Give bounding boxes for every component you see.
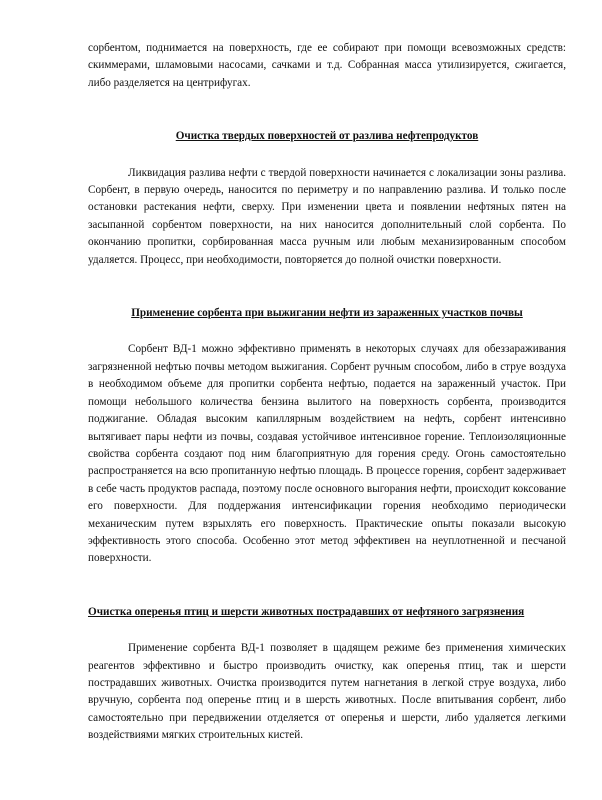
intro-paragraph: сорбентом, поднимается на поверхность, где ее собирают при помощи всевозможных средств: скиммерами, шламовыми насосами, сачками и т.д. Собранная масса утилизируется, сжигается, либо разделяется на центрифугах. <box>88 42 566 89</box>
spacer <box>88 269 566 305</box>
section-heading-burning: Применение сорбента при выжигании нефти из зараженных участков почвы <box>131 307 523 320</box>
spacer <box>88 146 566 165</box>
spacer <box>88 92 566 128</box>
section-body-hard-surfaces: Ликвидация разлива нефти с твердой поверхности начинается с локализации зоны разлива. Сорбент, в первую очередь, наносится по периметру и по направлению разлива. И только после остановки растекания нефти, сверху. При изменении цвета и появлении нефтяных пятен на засыпанной сорбентом поверхности, на них наносится дополнительный слой сорбента. По окончанию пропитки, сорбированная масса ручным или любым механизированным способом удаляется. Процесс, при необходимости, повторяется до полной очистки поверхности. <box>88 166 566 266</box>
section-body-burning: Сорбент ВД-1 можно эффективно применять в некоторых случаях для обеззараживания загрязненной нефтью почвы методом выжигания. Сорбент ручным способом, либо в струе воздуха в необходимом объеме для пропитки сорбента нефтью, подается на зараженный участок. При помощи небольшого количества бензина вылитого на поверхность сорбента, производится поджигание. Обладая высоким капиллярным воздействием на нефть, сорбент интенсивно вытягивает пары нефти из почвы, создавая устойчивое интенсивное горение. Теплоизоляционные свойства сорбента создают под ним благоприятную для горения среду. Огонь самостоятельно распространяется на всю пропитанную нефтью площадь. В процессе горения, сорбент задерживает в себе часть продуктов распада, поэтому после основного выгорания нефти, происходит коксование его поверхности. Для поддержания интенсификации горения необходимо периодически механическим путем взрыхлять его поверхность. Практические опыты показали высокую эффективность этого способа. Особенно этот метод эффективен на неуплотненной и песчаной поверхности. <box>88 343 566 565</box>
spacer <box>88 621 566 640</box>
section-heading-hard-surfaces: Очистка твердых поверхностей от разлива нефтепродуктов <box>175 130 479 143</box>
section-body-birds-animals: Применение сорбента ВД-1 позволяет в щадящем режиме без применения химических реагентов эффективно и быстро производить очистку, как оперенья птиц, так и шерсти пострадавших животных. Очистка производится путем нагнетания в легкой струе воздуха, либо вручную, сорбента под оперенье птиц и в шерсть животных. После впитывания сорбент, либо самостоятельно при передвижении отделяется от оперенья и шерсти, либо удаляется легкими воздействиями мягких строительных кистей. <box>88 642 566 742</box>
section-heading-birds-animals: Очистка оперенья птиц и шерсти животных пострадавших от нефтяного загрязнения <box>88 605 525 618</box>
spacer <box>88 322 566 341</box>
spacer <box>88 568 566 604</box>
